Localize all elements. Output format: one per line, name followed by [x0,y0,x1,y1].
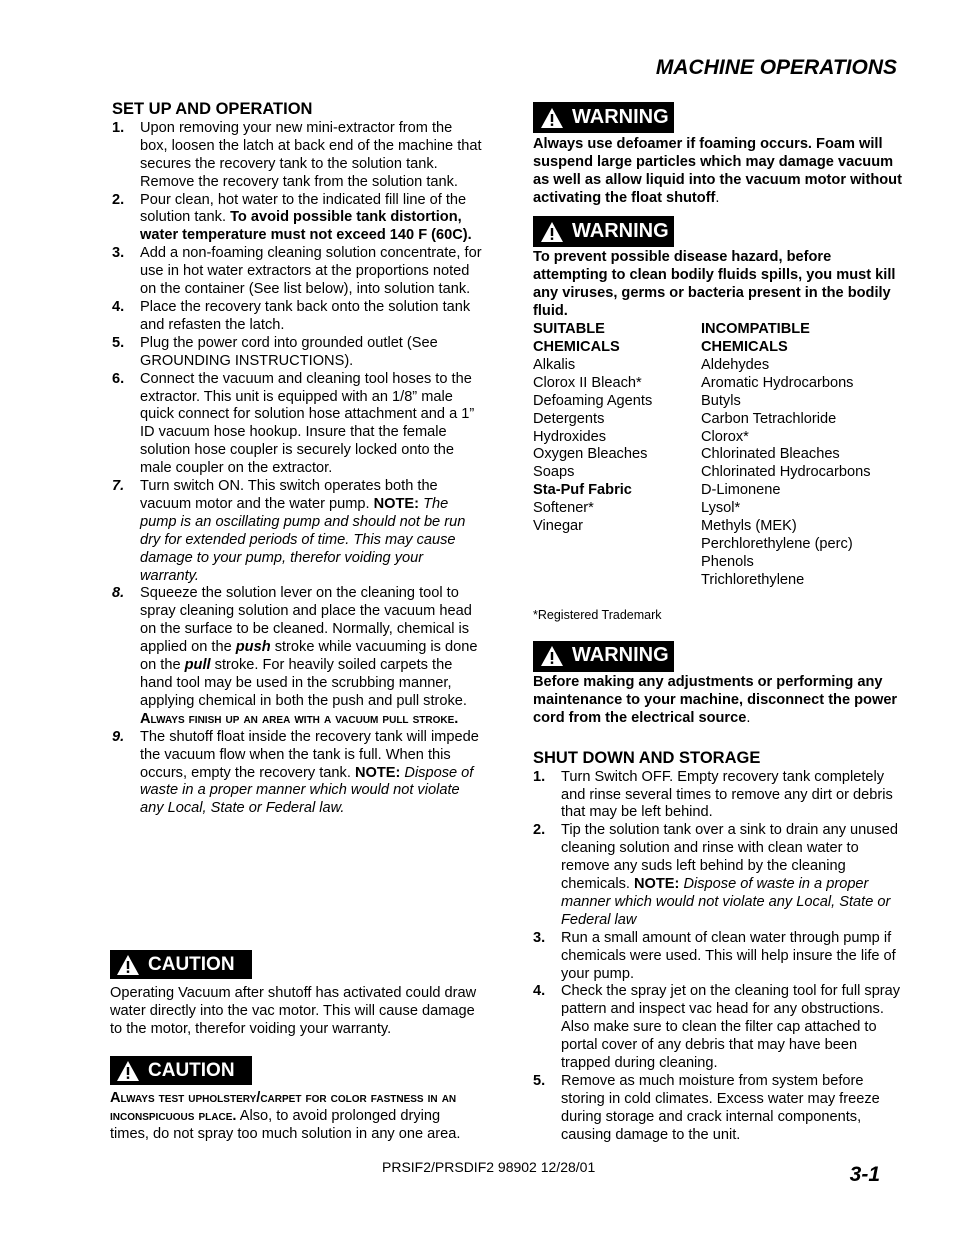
list-item: Butyls [701,392,741,409]
list-item: Carbon Tetrachloride [701,410,837,427]
step-number: 5. [112,334,125,351]
step-number: 1. [533,768,546,785]
step-text: Plug the power cord into grounded outlet (See GROUNDING INSTRUCTIONS). [140,334,438,369]
warning-triangle-icon [116,954,140,976]
note-label: NOTE: [373,495,420,512]
step-number: 1. [112,119,125,136]
step-number: 3. [112,245,125,262]
shutdown-section-title: SHUT DOWN AND STORAGE [533,748,761,767]
list-item: Aldehydes [701,356,770,373]
incompatible-chemicals-column [701,321,903,590]
step-text: Turn switch ON. This switch operates both the vacuum motor and the water pump. [140,478,438,512]
list-item: Lysol* [701,500,741,517]
step-number: 2. [112,191,125,208]
step-text: Place the recovery tank back onto the solution tank and refasten the latch. [140,298,471,333]
step-text: Remove as much moisture from system before storing in cold climates. Excess water may freeze during storage and crack internal components, causing damage to the unit. [561,1073,880,1143]
step-text: Add a non-foaming cleaning solution concentrate, for use in hot water extractors at the proportions noted on the container (See list below), into solution tank. [140,245,482,298]
warning-body: Always use defoamer if foaming occurs. Foam will suspend large particles which may damage vacuum as well as allow liquid into the vacuum motor without activating the float shutoff [533,136,902,207]
list-item: Hydroxides [533,428,606,445]
step-text: The shutoff float inside the recovery tank will impede the vacuum flow when the tank is full. When this occurs, empty the recovery tank. [140,728,479,781]
warning-tail: . [715,190,720,207]
step-text: Squeeze the solution lever on the cleaning tool to spray cleaning solution and place the vacuum head on the surface to be cleaned. Normally, chemical is applied on the [140,585,472,656]
list-item: Sta-Puf Fabric [533,482,632,499]
warning-tail: . [746,709,751,726]
column-header: SUITABLE [533,321,605,338]
step-italic-text: Dispose of waste in a proper manner which would not violate any Local, State or Federal law. [140,764,474,817]
setup-section-title: SET UP AND OPERATION [112,100,313,118]
warning-label: WARNING [572,105,669,128]
warning-banner [533,641,674,672]
step-italic-text: Dispose of waste in a proper manner which would not violate any Local, State or Federal law [561,876,891,928]
list-item: Softener* [533,500,594,517]
left-column [112,101,482,818]
list-item [112,729,482,819]
list-item: Phenols [701,553,754,570]
caution-text: Operating Vacuum after shutoff has activated could draw water directly into the vac motor. This will cause damage to the motor, therefor voiding your warranty. [110,985,477,1038]
list-item [112,245,482,299]
warning-triangle-icon [540,645,564,667]
list-item [533,1073,903,1145]
list-item [533,983,903,1073]
step-number: 5. [533,1073,546,1089]
warning-text [533,674,903,728]
list-item: Chlorinated Bleaches [701,446,840,463]
list-item: D-Limonene [701,482,781,499]
warning-label: WARNING [572,644,669,667]
note-label: NOTE: [634,876,680,893]
list-item [533,930,903,984]
warning-body: Before making any adjustments or performing any maintenance to your machine, disconnect the power cord from the electrical source [533,673,898,726]
list-item [112,335,482,371]
caution-smallcaps-text: Always test upholstery/carpet for color fastness in an inconspicuous place. [110,1090,457,1125]
step-number: 4. [533,983,546,1000]
trademark-note: *Registered Trademark [533,607,662,622]
list-item: Soaps [533,464,575,481]
step-number: 8. [112,585,125,602]
caution-label: CAUTION [148,1059,235,1081]
caution-body-text: Also, to avoid prolonged drying times, do not spray too much solution in any one area. [110,1108,461,1143]
pull-word: pull [184,657,211,674]
caution-banner [110,950,252,979]
column-header: CHEMICALS [701,338,788,355]
warning-triangle-icon [540,107,564,129]
page-header-title: MACHINE OPERATIONS [655,56,897,79]
list-item: Aromatic Hydrocarbons [701,374,854,391]
step-text: Check the spray jet on the cleaning tool for full spray pattern and inspect vac head for any obstructions. Also make sure to clean the filter cap attached to portal cover of any debris that may have been trapped during cleaning. [561,983,901,1072]
step-number: 4. [112,298,125,315]
list-item [533,769,903,823]
warning-text [533,136,903,208]
caution-block-1 [110,950,482,1039]
column-header: INCOMPATIBLE [701,321,810,338]
step-text: Connect the vacuum and cleaning tool hoses to the extractor. This unit is equipped with an 1/8” male quick connect for solution hose attachment and a 1” ID vacuum hose hookup. Insure that the female solution hose coupler is securely locked onto the male coupler on the extractor. [140,370,475,477]
list-item [112,585,482,728]
step-smallcaps-text: Always finish up an area with a vacuum pull stroke. [140,710,459,727]
list-item: Alkalis [533,356,576,373]
page-number: 3-1 [849,1163,880,1186]
list-item: Detergents [533,410,605,427]
warning-triangle-icon [116,1060,140,1082]
step-text: Upon removing your new mini-extractor from the box, loosen the latch at back end of the machine that secures the recovery tank to the solution tank. Remove the recovery tank from the solution tank. [140,119,482,190]
warning-text: To prevent possible disease hazard, before attempting to clean bodily fluids spills, you must kill any viruses, germs or bacteria present in the bodily fluid. [533,249,896,320]
list-item [533,822,903,929]
step-bold-text: To avoid possible tank distortion, water temperature must not exceed 140 F (60C). [140,209,472,244]
column-header: CHEMICALS [533,338,620,355]
list-item: Defoaming Agents [533,392,653,409]
step-italic-text: The pump is an oscillating pump and should not be run dry for extended periods of time. This may cause damage to your pump, therefor voiding your warranty. [140,495,466,584]
chemicals-table [533,321,903,590]
warning-banner [533,102,674,133]
note-label: NOTE: [354,764,401,781]
list-item: Clorox II Bleach* [533,374,642,391]
shutdown-steps-list [533,769,903,1145]
step-text: stroke. For heavily soiled carpets the hand tool may be used in the scrubbing manner, applying chemical in both the push and pull stroke. [140,657,467,709]
list-item [112,299,482,335]
list-item: Oxygen Bleaches [533,446,648,463]
list-item: Methyls (MEK) [701,518,797,535]
footer-document-code: PRSIF2/PRSDIF2 98902 12/28/01 [382,1159,596,1175]
list-item [112,120,482,192]
step-text: Pour clean, hot water to the indicated fill line of the solution tank. [140,191,467,226]
right-column [533,102,903,1145]
list-item: Perchlorethylene (perc) [701,535,853,552]
step-number: 6. [112,370,125,387]
step-text: stroke while vacuuming is done on the [140,639,478,674]
caution-label: CAUTION [148,953,235,975]
warning-banner [533,216,674,247]
list-item: Chlorinated Hydrocarbons [701,464,871,481]
caution-banner [110,1056,252,1085]
list-item: Trichlorethylene [701,571,805,588]
caution-text [110,1090,482,1144]
setup-steps-list [112,120,482,818]
step-text: Tip the solution tank over a sink to drain any unused cleaning solution and rinse with clean water to remove any suds left behind by the cleaning chemicals. [561,822,898,893]
step-number: 3. [533,929,546,946]
list-item [112,478,482,585]
list-item: Vinegar [533,518,584,535]
step-text: Turn Switch OFF. Empty recovery tank completely and rinse several times to remove any dirt or debris that may be left behind. [561,768,893,821]
warning-label: WARNING [572,219,669,242]
caution-block-2 [110,1056,482,1144]
step-text: Run a small amount of clean water through pump if chemicals were used. This will help insure the life of your pump. [561,929,896,982]
step-number: 9. [112,728,125,745]
suitable-chemicals-column [533,321,701,590]
warning-triangle-icon [540,221,564,243]
list-item [112,371,482,478]
step-number: 2. [533,822,546,839]
list-item [112,192,482,246]
push-word: push [235,639,271,656]
step-number: 7. [112,478,125,495]
list-item: Clorox* [701,428,749,445]
